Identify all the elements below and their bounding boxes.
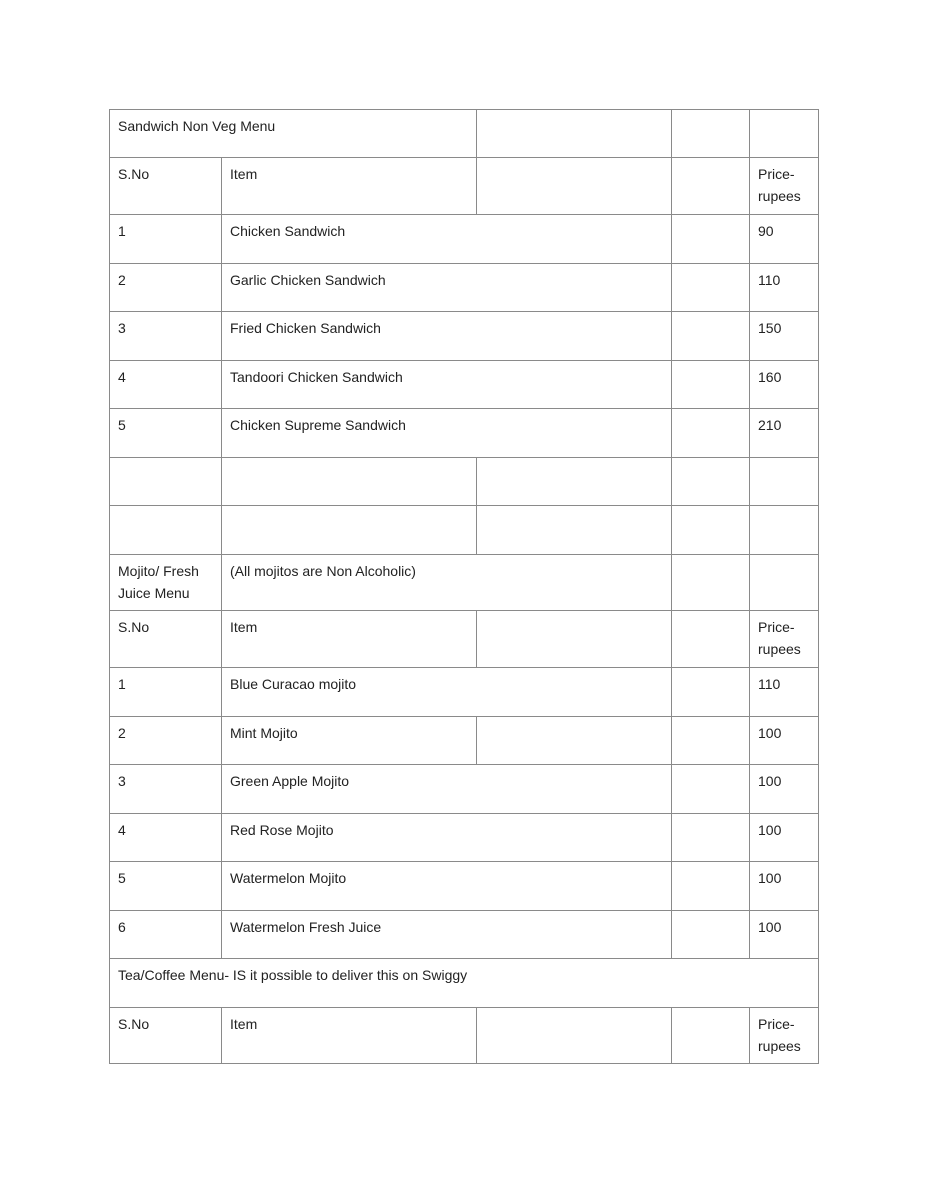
row-item: Watermelon Mojito	[222, 862, 672, 911]
table-row	[110, 264, 819, 312]
row-sno: 4	[110, 361, 222, 409]
tea-coffee-header-row	[110, 1008, 819, 1064]
row-sno: 3	[110, 312, 222, 361]
header-item: Item	[222, 611, 477, 668]
empty-cell	[750, 555, 819, 611]
sandwich-section-title: Sandwich Non Veg Menu	[110, 110, 477, 158]
header-price: Price-rupees	[750, 611, 819, 668]
empty-cell	[672, 814, 750, 862]
header-item: Item	[222, 158, 477, 215]
row-item: Garlic Chicken Sandwich	[222, 264, 672, 312]
row-price: 100	[750, 911, 819, 959]
tea-coffee-section-title: Tea/Coffee Menu- IS it possible to deliver this on Swiggy	[110, 959, 819, 1008]
header-price: Price-rupees	[750, 1008, 819, 1064]
row-item: Fried Chicken Sandwich	[222, 312, 672, 361]
empty-cell	[672, 409, 750, 458]
row-sno: 4	[110, 814, 222, 862]
row-price: 100	[750, 814, 819, 862]
empty-cell	[477, 158, 672, 215]
row-sno: 5	[110, 409, 222, 458]
empty-cell	[672, 765, 750, 814]
row-sno: 5	[110, 862, 222, 911]
tea-coffee-title-row	[110, 959, 819, 1008]
row-item: Chicken Sandwich	[222, 215, 672, 264]
menu-table	[109, 109, 819, 1064]
table-row	[110, 361, 819, 409]
empty-cell	[672, 264, 750, 312]
row-price: 90	[750, 215, 819, 264]
row-sno: 2	[110, 264, 222, 312]
empty-cell	[672, 158, 750, 215]
empty-cell	[750, 506, 819, 555]
row-price: 150	[750, 312, 819, 361]
empty-cell	[477, 506, 672, 555]
table-row	[110, 814, 819, 862]
row-price: 100	[750, 862, 819, 911]
empty-cell	[672, 862, 750, 911]
empty-cell	[110, 458, 222, 506]
table-row	[110, 765, 819, 814]
table-row	[110, 409, 819, 458]
empty-cell	[672, 611, 750, 668]
table-row	[110, 911, 819, 959]
sandwich-header-row	[110, 158, 819, 215]
row-item: Tandoori Chicken Sandwich	[222, 361, 672, 409]
empty-cell	[477, 611, 672, 668]
row-price: 100	[750, 717, 819, 765]
table-row	[110, 668, 819, 717]
row-price: 110	[750, 264, 819, 312]
table-row	[110, 862, 819, 911]
empty-cell	[110, 506, 222, 555]
empty-cell	[477, 458, 672, 506]
empty-cell	[477, 717, 672, 765]
table-row	[110, 717, 819, 765]
empty-cell	[672, 458, 750, 506]
row-item: Mint Mojito	[222, 717, 477, 765]
empty-cell	[750, 110, 819, 158]
empty-cell	[477, 1008, 672, 1064]
row-item: Green Apple Mojito	[222, 765, 672, 814]
table-row	[110, 312, 819, 361]
empty-cell	[672, 668, 750, 717]
row-price: 210	[750, 409, 819, 458]
mojito-title-row	[110, 555, 819, 611]
row-item: Red Rose Mojito	[222, 814, 672, 862]
empty-cell	[672, 506, 750, 555]
empty-cell	[672, 361, 750, 409]
empty-cell	[672, 312, 750, 361]
empty-cell	[672, 110, 750, 158]
header-item: Item	[222, 1008, 477, 1064]
empty-cell	[222, 458, 477, 506]
sandwich-title-row	[110, 110, 819, 158]
row-item: Chicken Supreme Sandwich	[222, 409, 672, 458]
empty-row	[110, 458, 819, 506]
empty-cell	[672, 717, 750, 765]
row-sno: 3	[110, 765, 222, 814]
empty-cell	[672, 1008, 750, 1064]
header-sno: S.No	[110, 158, 222, 215]
mojito-section-note: (All mojitos are Non Alcoholic)	[222, 555, 672, 611]
empty-cell	[672, 555, 750, 611]
row-sno: 6	[110, 911, 222, 959]
row-price: 100	[750, 765, 819, 814]
header-price: Price-rupees	[750, 158, 819, 215]
empty-cell	[222, 506, 477, 555]
table-row	[110, 215, 819, 264]
header-sno: S.No	[110, 1008, 222, 1064]
row-price: 160	[750, 361, 819, 409]
row-sno: 1	[110, 215, 222, 264]
mojito-header-row	[110, 611, 819, 668]
row-item: Watermelon Fresh Juice	[222, 911, 672, 959]
row-item: Blue Curacao mojito	[222, 668, 672, 717]
empty-row	[110, 506, 819, 555]
row-sno: 1	[110, 668, 222, 717]
empty-cell	[672, 911, 750, 959]
empty-cell	[477, 110, 672, 158]
empty-cell	[750, 458, 819, 506]
row-sno: 2	[110, 717, 222, 765]
empty-cell	[672, 215, 750, 264]
row-price: 110	[750, 668, 819, 717]
header-sno: S.No	[110, 611, 222, 668]
mojito-section-title: Mojito/ Fresh Juice Menu	[110, 555, 222, 611]
